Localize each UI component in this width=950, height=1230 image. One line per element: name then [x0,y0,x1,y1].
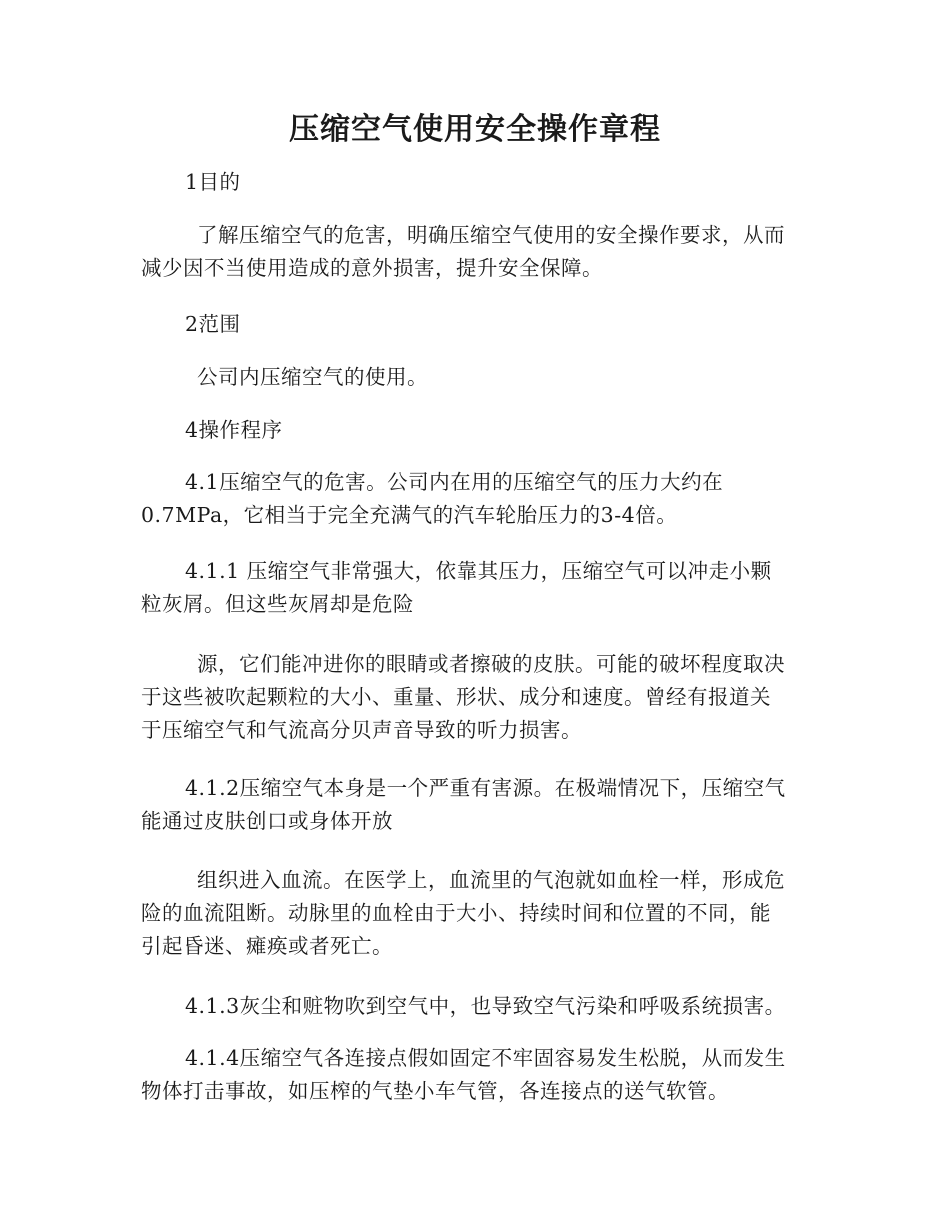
paragraph-scope [141,361,811,394]
paragraph-4-1-1-cont [141,648,811,747]
paragraph-line: 4.1.4压缩空气各连接点假如固定不牢固容易发生松脱，从而发生 [185,1046,786,1070]
paragraph-4-1-2-cont [141,864,811,963]
paragraph-line: 源，它们能冲进你的眼睛或者擦破的皮肤。可能的破坏程度取决 [197,652,785,676]
paragraph-line: 物体打击事故，如压榨的气垫小车气管，各连接点的送气软管。 [141,1079,729,1103]
heading-text: 2范围 [185,312,241,336]
paragraph-purpose [141,219,811,285]
paragraph-4-1-1 [141,555,811,621]
paragraph-line: 4.1压缩空气的危害。公司内在用的压缩空气的压力大约在 [185,470,724,494]
section-heading-scope [141,308,811,341]
paragraph-4-1-2 [141,772,811,838]
paragraph-line: 了解压缩空气的危害，明确压缩空气使用的安全操作要求，从而 [197,223,785,247]
paragraph-line: 4.1.1 压缩空气非常强大，依靠其压力，压缩空气可以冲走小颗 [185,559,772,583]
document-title: 压缩空气使用安全操作章程 [289,112,661,147]
heading-text: 4操作程序 [185,418,283,442]
paragraph-4-1 [141,466,811,532]
paragraph-line: 于这些被吹起颗粒的大小、重量、形状、成分和速度。曾经有报道关 [141,685,771,709]
paragraph-line: 减少因不当使用造成的意外损害，提升安全保障。 [141,256,603,280]
paragraph-line: 于压缩空气和气流高分贝声音导致的听力损害。 [141,718,582,742]
paragraph-line: 引起昏迷、瘫痪或者死亡。 [141,934,393,958]
paragraph-line: 0.7MPa，它相当于完全充满气的汽车轮胎压力的3-4倍。 [141,503,678,527]
paragraph-line: 组织进入血流。在医学上，血流里的气泡就如血栓一样，形成危 [197,868,785,892]
paragraph-line: 险的血流阻断。动脉里的血栓由于大小、持续时间和位置的不同，能 [141,901,771,925]
paragraph-line: 4.1.2压缩空气本身是一个严重有害源。在极端情况下，压缩空气 [185,776,786,800]
paragraph-4-1-4 [141,1042,811,1108]
paragraph-line: 粒灰屑。但这些灰屑却是危险 [141,592,414,616]
heading-text: 1目的 [185,170,241,194]
paragraph-4-1-3 [141,990,811,1023]
section-heading-purpose [141,166,811,199]
paragraph-line: 公司内压缩空气的使用。 [197,365,428,389]
paragraph-line: 4.1.3灰尘和赃物吹到空气中，也导致空气污染和呼吸系统损害。 [185,994,786,1018]
paragraph-line: 能通过皮肤创口或身体开放 [141,809,393,833]
section-heading-procedure [141,414,811,447]
